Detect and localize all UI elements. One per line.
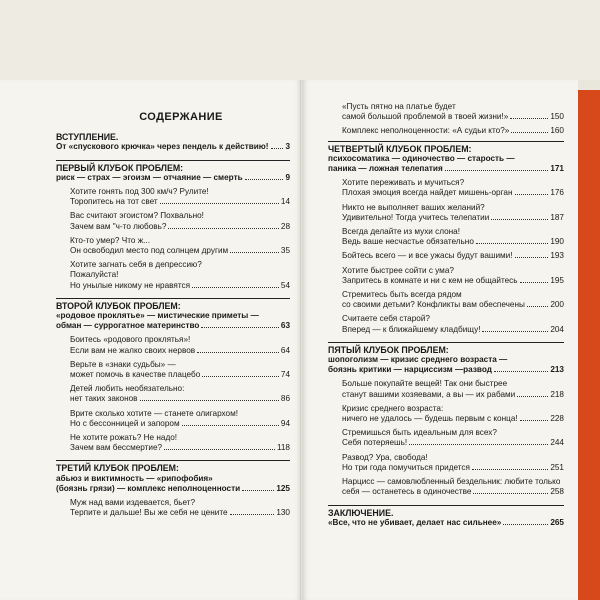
toc-entry: Детей любить необязательно: нет таких законов 86 bbox=[70, 384, 290, 404]
toc-entry: Хотите гонять под 300 км/ч? Рулите! Торопитесь на тот свет 14 bbox=[70, 187, 290, 207]
section-part3: ТРЕТИЙ КЛУБОК ПРОБЛЕМ: абьюз и виктимность — «рипофобия» (боязнь грязи) — комплекс неполноценности 125 Муж над вами издевается, бьет? Терпите и дальше! Вы же себя не цените 130 bbox=[56, 463, 290, 518]
toc-right bbox=[302, 80, 578, 535]
toc-entry: Верьте в «знаки судьбы» — может помочь в качестве плацебо 74 bbox=[70, 359, 290, 380]
section-part5: ПЯТЫЙ КЛУБОК ПРОБЛЕМ: шопоголизм — кризис среднего возраста — боязнь критики — нарциссизм —развод 213 Больше покупайте вещей! Так они быстрее станут вашими хозяевами, а вы — их рабами 218 Кризис среднего возраста: ничего не удалось — будешь первым с конца! 228 Стремишься быть идеальным для всех? Себя потеряешь! 244 Развод? Ура, свобода! Но три года помучиться придется 251 Нарцисс — самовлюбленный бездельник: любите только себя — останетесь в одиночестве 258 bbox=[328, 344, 564, 497]
toc-left bbox=[0, 80, 302, 526]
toc-entry: Стремитесь быть всегда рядом со своими детьми? Конфликты вам обеспечены 200 bbox=[342, 290, 564, 310]
left-page bbox=[0, 80, 302, 600]
toc-entry: Муж над вами издевается, бьет? Терпите и дальше! Вы же себя не цените 130 bbox=[70, 498, 290, 518]
part1-line: риск — страх — эгоизм — отчаяние — смерть 9 bbox=[56, 172, 290, 182]
divider bbox=[56, 298, 290, 299]
toc-entry: Комплекс неполноценности: «А судьи кто?» 160 bbox=[342, 126, 564, 136]
toc-entry: «Пусть пятно на платье будет самой большой проблемой в твоей жизни!» 150 bbox=[342, 102, 564, 122]
toc-entry: Кто-то умер? Что ж... Он освободил место под солнцем другим 35 bbox=[70, 235, 290, 256]
intro-heading: ВСТУПЛЕНИЕ. bbox=[56, 132, 119, 143]
toc-entry: Нарцисс — самовлюбленный бездельник: любите только себя — останетесь в одиночестве 258 bbox=[342, 477, 564, 497]
part1-heading: ПЕРВЫЙ КЛУБОК ПРОБЛЕМ: bbox=[56, 162, 184, 173]
book-cover-edge bbox=[578, 90, 600, 600]
part5-heading: ПЯТЫЙ КЛУБОК ПРОБЛЕМ: bbox=[328, 344, 449, 355]
toc-entry: Бойтесь всего — и все ужасы будут вашими! 193 bbox=[342, 251, 564, 261]
toc-entry: Вас считают эгоистом? Похвально! Зачем вам "ч-то любовь? 28 bbox=[70, 211, 290, 231]
divider bbox=[328, 505, 564, 506]
toc-entry: Не хотите рожать? Не надо! Зачем вам бессмертие? 118 bbox=[70, 433, 290, 453]
toc-entry: Никто не выполняет ваших желаний? Удивительно! Тогда учитесь телепатии 187 bbox=[342, 202, 564, 222]
toc-entry: Боитесь «родового проклятья»! Если вам не жалко своих нервов 64 bbox=[70, 335, 290, 355]
right-page bbox=[302, 80, 578, 600]
section-outro: ЗАКЛЮЧЕНИЕ. «Все, что не убивает, делает нас сильнее» 265 bbox=[328, 507, 564, 527]
toc-entry: Хотите быстрее сойти с ума? Запритесь в комнате и ни с кем не общайтесь 195 bbox=[342, 265, 564, 285]
part3-heading: ТРЕТИЙ КЛУБОК ПРОБЛЕМ: bbox=[56, 463, 179, 474]
toc-entry: Всегда делайте из мухи слона! Ведь ваше несчастье обязательно 190 bbox=[342, 227, 564, 247]
section-part4: ЧЕТВЕРТЫЙ КЛУБОК ПРОБЛЕМ: психосоматика — одиночество — старость — паника — ложная телепатия 171 Хотите переживать и мучиться? Плохая эмоция всегда найдет мишень-орган 176 Никто не выполняет ваших желаний? Удивительно! Тогда учитесь телепатии 187 Всегда делайте из мухи слона! Ведь ваше несчастье обязательно 190 Бойтесь всего — и все ужасы будут вашими! 193 Хотите быстрее сойти с ума? Запритесь в комнате и ни с кем не общайтесь 195 Стремитесь быть всегда рядом со своими детьми? Конфликты вам обеспечены 200 Считаете себя старой? Вперед — к ближайшему кладбищу! 204 bbox=[328, 143, 564, 334]
outro-heading: ЗАКЛЮЧЕНИЕ. bbox=[328, 507, 394, 518]
divider bbox=[328, 342, 564, 343]
toc-entry: Развод? Ура, свобода! Но три года помучиться придется 251 bbox=[342, 452, 564, 472]
divider bbox=[56, 460, 290, 461]
toc-entry: Хотите загнать себя в депрессию? Пожалуйста! Но унылые никому не нравятся 54 bbox=[70, 260, 290, 290]
toc-entry: Врите сколько хотите — станете олигархом! Но с бессонницей и запором 94 bbox=[70, 408, 290, 428]
part2-heading: ВТОРОЙ КЛУБОК ПРОБЛЕМ: bbox=[56, 300, 181, 311]
toc-entry: Больше покупайте вещей! Так они быстрее станут вашими хозяевами, а вы — их рабами 218 bbox=[342, 379, 564, 399]
toc-entry: Стремишься быть идеальным для всех? Себя потеряешь! 244 bbox=[342, 428, 564, 448]
toc-entry: Хотите переживать и мучиться? Плохая эмоция всегда найдет мишень-орган 176 bbox=[342, 178, 564, 198]
intro-line: От «спускового крючка» через пендель к действию! 3 bbox=[56, 142, 290, 152]
section-part2: ВТОРОЙ КЛУБОК ПРОБЛЕМ: «родовое проклятье» — мистические приметы — обман — суррогатное материнство 63 Боитесь «родового проклятья»! Если вам не жалко своих нервов 64 Верьте в «знаки судьбы» — может помочь в качестве плацебо 74 Детей любить необязательно: нет таких законов 86 Врите сколько хотите — станете олигархом! Но с бессонницей и запором 94 Не хотите рожать? Не надо! Зачем вам бессмертие? 118 bbox=[56, 300, 290, 453]
toc-title: СОДЕРЖАНИЕ bbox=[139, 111, 223, 123]
background-top bbox=[0, 0, 600, 80]
divider bbox=[328, 141, 564, 142]
toc-entry: Кризис среднего возраста: ничего не удалось — будешь первым с конца! 228 bbox=[342, 403, 564, 424]
section-intro bbox=[56, 132, 290, 152]
part4-heading: ЧЕТВЕРТЫЙ КЛУБОК ПРОБЛЕМ: bbox=[328, 143, 472, 154]
toc-entry: Считаете себя старой? Вперед — к ближайшему кладбищу! 204 bbox=[342, 314, 564, 334]
divider bbox=[56, 160, 290, 161]
section-part1 bbox=[56, 163, 290, 291]
